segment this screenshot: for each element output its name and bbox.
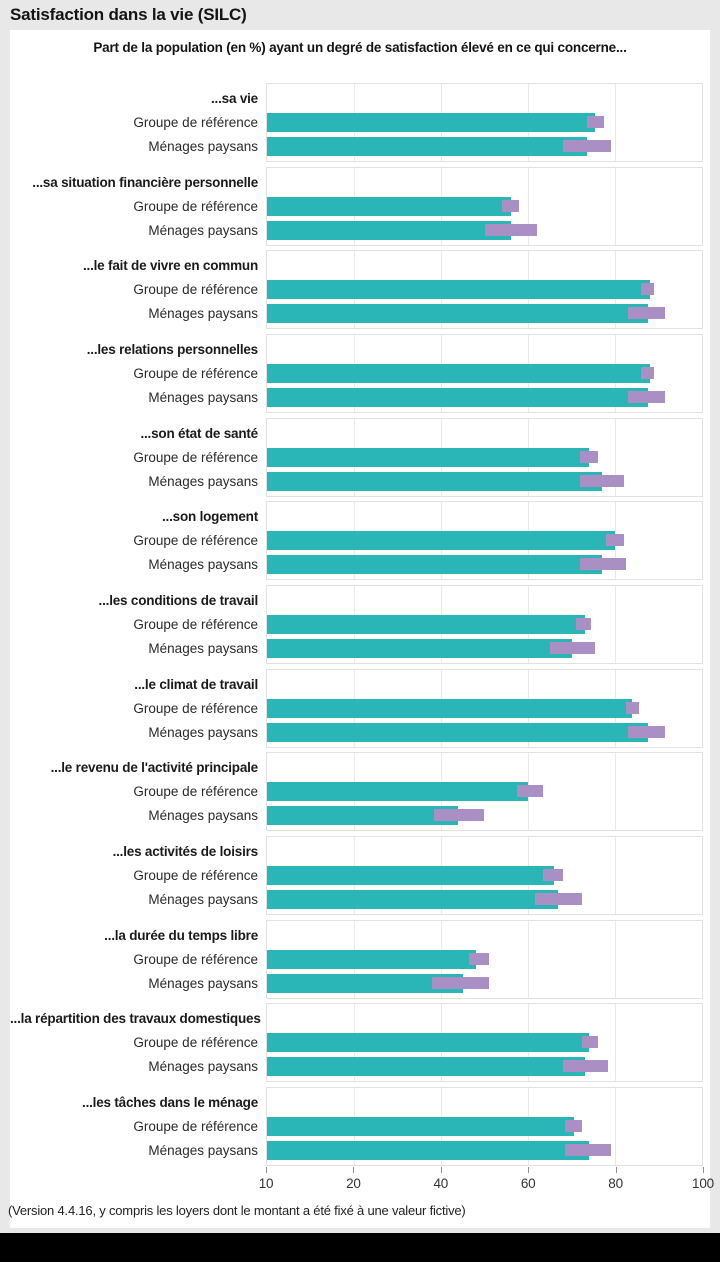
category-title: ...sa situation financière personnelle xyxy=(32,175,258,190)
gridline xyxy=(528,921,529,998)
category-title: ...son état de santé xyxy=(140,426,258,441)
plot-area xyxy=(266,501,703,580)
category-group xyxy=(10,1087,710,1166)
gridline xyxy=(615,168,616,245)
confidence-interval-menages-paysans xyxy=(434,809,484,821)
confidence-interval-groupe-de-reference xyxy=(587,116,604,128)
plot-area xyxy=(266,836,703,915)
category-group xyxy=(10,1003,710,1082)
x-axis-tick-label: 80 xyxy=(608,1176,623,1191)
bar-groupe-de-reference xyxy=(267,1117,574,1136)
bar-groupe-de-reference xyxy=(267,1033,589,1052)
series-label: Ménages paysans xyxy=(148,641,258,656)
bar-menages-paysans xyxy=(267,723,648,742)
confidence-interval-groupe-de-reference xyxy=(606,534,623,546)
plot-area xyxy=(266,167,703,246)
bar-menages-paysans xyxy=(267,137,587,156)
series-label: Groupe de référence xyxy=(133,366,258,381)
bar-groupe-de-reference xyxy=(267,699,632,718)
series-label: Groupe de référence xyxy=(133,450,258,465)
confidence-interval-menages-paysans xyxy=(432,977,489,989)
x-axis-tick-label: 60 xyxy=(520,1176,536,1191)
series-label: Groupe de référence xyxy=(133,617,258,632)
series-label: Ménages paysans xyxy=(148,306,258,321)
plot-area xyxy=(266,752,703,831)
category-title: ...la durée du temps libre xyxy=(104,928,258,943)
confidence-interval-menages-paysans xyxy=(628,307,665,319)
confidence-interval-groupe-de-reference xyxy=(469,953,489,965)
plot-area xyxy=(266,920,703,999)
series-label: Groupe de référence xyxy=(133,868,258,883)
plot-area xyxy=(266,1087,703,1166)
bar-groupe-de-reference xyxy=(267,866,554,885)
x-axis-tick xyxy=(616,1167,617,1173)
category-title: ...les conditions de travail xyxy=(98,593,258,608)
plot-area xyxy=(266,585,703,664)
confidence-interval-menages-paysans xyxy=(485,224,537,236)
confidence-interval-groupe-de-reference xyxy=(641,283,654,295)
category-title: ...sa vie xyxy=(211,91,258,106)
x-axis-tick xyxy=(441,1167,442,1173)
confidence-interval-groupe-de-reference xyxy=(580,451,597,463)
bottom-bar xyxy=(0,1233,720,1262)
confidence-interval-groupe-de-reference xyxy=(641,367,654,379)
plot-area xyxy=(266,669,703,748)
bar-menages-paysans xyxy=(267,472,602,491)
confidence-interval-groupe-de-reference xyxy=(565,1120,582,1132)
category-group xyxy=(10,501,710,580)
bar-groupe-de-reference xyxy=(267,615,585,634)
footnote: (Version 4.4.16, y compris les loyers dont le montant a été fixé à une valeur fictive) xyxy=(8,1203,466,1218)
category-group xyxy=(10,752,710,831)
bar-groupe-de-reference xyxy=(267,280,650,299)
series-label: Groupe de référence xyxy=(133,115,258,130)
plot-area xyxy=(266,83,703,162)
series-label: Ménages paysans xyxy=(148,892,258,907)
bar-groupe-de-reference xyxy=(267,950,476,969)
confidence-interval-menages-paysans xyxy=(563,140,611,152)
x-axis-tick xyxy=(353,1167,354,1173)
confidence-interval-menages-paysans xyxy=(565,1144,611,1156)
series-label: Groupe de référence xyxy=(133,1119,258,1134)
category-group xyxy=(10,167,710,246)
category-group xyxy=(10,250,710,329)
series-label: Groupe de référence xyxy=(133,199,258,214)
category-group xyxy=(10,920,710,999)
category-group xyxy=(10,836,710,915)
confidence-interval-menages-paysans xyxy=(628,391,665,403)
gridline xyxy=(615,921,616,998)
category-title: ...les activités de loisirs xyxy=(112,844,258,859)
series-label: Ménages paysans xyxy=(148,223,258,238)
series-label: Ménages paysans xyxy=(148,474,258,489)
series-label: Groupe de référence xyxy=(133,282,258,297)
x-axis-tick-label: 100 xyxy=(692,1176,714,1191)
confidence-interval-groupe-de-reference xyxy=(502,200,519,212)
bar-groupe-de-reference xyxy=(267,531,615,550)
bar-groupe-de-reference xyxy=(267,364,650,383)
confidence-interval-menages-paysans xyxy=(550,642,596,654)
chart-subtitle: Part de la population (en %) ayant un degré de satisfaction élevé en ce qui concerne... xyxy=(93,40,627,55)
series-label: Ménages paysans xyxy=(148,808,258,823)
series-label: Ménages paysans xyxy=(148,725,258,740)
confidence-interval-menages-paysans xyxy=(628,726,665,738)
series-label: Ménages paysans xyxy=(148,1059,258,1074)
category-title: ...les relations personnelles xyxy=(86,342,258,357)
bar-menages-paysans xyxy=(267,806,458,825)
category-title: ...la répartition des travaux domestiques xyxy=(10,1011,261,1026)
category-title: ...le revenu de l'activité principale xyxy=(50,760,258,775)
confidence-interval-menages-paysans xyxy=(563,1060,609,1072)
bar-menages-paysans xyxy=(267,304,648,323)
series-label: Ménages paysans xyxy=(148,139,258,154)
bar-menages-paysans xyxy=(267,1141,589,1160)
confidence-interval-groupe-de-reference xyxy=(626,702,639,714)
plot-area xyxy=(266,1003,703,1082)
x-axis-tick-label: 40 xyxy=(433,1176,449,1191)
x-axis-tick-label: 20 xyxy=(346,1176,361,1191)
plot-area xyxy=(266,418,703,497)
series-label: Ménages paysans xyxy=(148,1143,258,1158)
bar-groupe-de-reference xyxy=(267,782,528,801)
gridline xyxy=(615,586,616,663)
category-group xyxy=(10,585,710,664)
series-label: Groupe de référence xyxy=(133,533,258,548)
confidence-interval-menages-paysans xyxy=(580,558,626,570)
bar-menages-paysans xyxy=(267,890,558,909)
bar-groupe-de-reference xyxy=(267,197,511,216)
category-group xyxy=(10,418,710,497)
x-axis-tick xyxy=(528,1167,529,1173)
confidence-interval-menages-paysans xyxy=(535,893,583,905)
x-axis-tick xyxy=(703,1167,704,1173)
bar-groupe-de-reference xyxy=(267,448,589,467)
plot-area xyxy=(266,250,703,329)
bar-menages-paysans xyxy=(267,1057,585,1076)
confidence-interval-menages-paysans xyxy=(580,475,624,487)
category-title: ...le climat de travail xyxy=(134,677,258,692)
category-group xyxy=(10,83,710,162)
series-label: Groupe de référence xyxy=(133,701,258,716)
page-title: Satisfaction dans la vie (SILC) xyxy=(10,5,247,24)
category-group xyxy=(10,334,710,413)
bar-menages-paysans xyxy=(267,388,648,407)
category-group xyxy=(10,669,710,748)
confidence-interval-groupe-de-reference xyxy=(517,785,543,797)
bar-menages-paysans xyxy=(267,555,602,574)
series-label: Ménages paysans xyxy=(148,557,258,572)
gridline xyxy=(615,837,616,914)
x-axis-tick xyxy=(266,1167,267,1173)
confidence-interval-groupe-de-reference xyxy=(582,1036,597,1048)
x-axis-tick-label: 10 xyxy=(258,1176,274,1191)
confidence-interval-groupe-de-reference xyxy=(576,618,591,630)
bar-menages-paysans xyxy=(267,639,572,658)
bar-menages-paysans xyxy=(267,221,511,240)
category-title: ...le fait de vivre en commun xyxy=(82,258,258,273)
series-label: Ménages paysans xyxy=(148,976,258,991)
series-label: Ménages paysans xyxy=(148,390,258,405)
category-title: ...son logement xyxy=(161,509,258,524)
confidence-interval-groupe-de-reference xyxy=(543,869,563,881)
gridline xyxy=(615,84,616,161)
category-title: ...les tâches dans le ménage xyxy=(82,1095,258,1110)
gridline xyxy=(615,753,616,830)
gridline xyxy=(615,1004,616,1081)
gridline xyxy=(615,1088,616,1165)
chart-panel xyxy=(8,30,714,1228)
series-label: Groupe de référence xyxy=(133,1035,258,1050)
plot-area xyxy=(266,334,703,413)
series-label: Groupe de référence xyxy=(133,952,258,967)
bar-groupe-de-reference xyxy=(267,113,595,132)
series-label: Groupe de référence xyxy=(133,784,258,799)
